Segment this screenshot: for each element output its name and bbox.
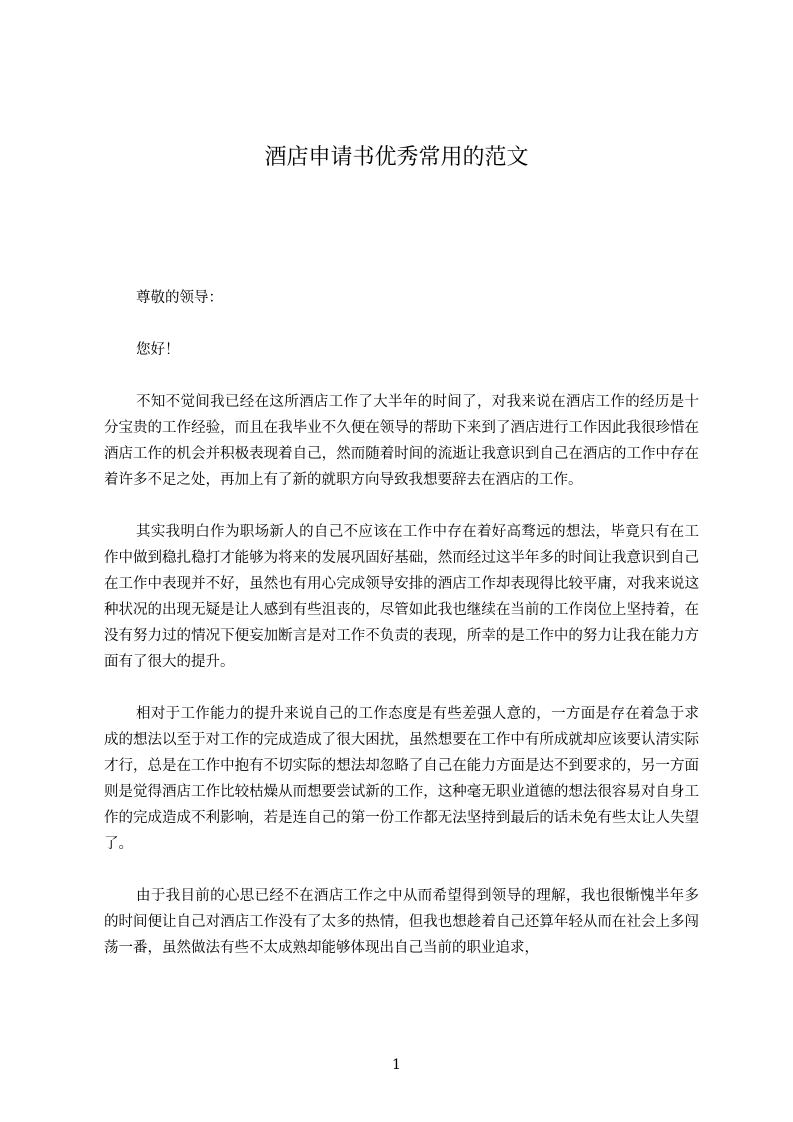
document-body xyxy=(104,285,699,987)
paragraph-3: 相对于工作能力的提升来说自己的工作态度是有些差强人意的，一方面是存在着急于求成的想法以至于对工作的完成造成了很大困扰，虽然想要在工作中有所成就却应该要认清实际才行，总是在工作中抱有不切实际的想法却忽略了自己在能力方面是达不到要求的，另一方面则是觉得酒店工作比较枯燥从而想要尝试新的工作，这种毫无职业道德的想法很容易对自身工作的完成造成不利影响，若是连自己的第一份工作都无法坚持到最后的话未免有些太让人失望了。 xyxy=(104,706,699,852)
salutation: 尊敬的领导： xyxy=(136,290,223,306)
page-number: 1 xyxy=(392,1057,401,1073)
document-title: 酒店申请书优秀常用的范文 xyxy=(264,145,529,170)
paragraph-1: 不知不觉间我已经在这所酒店工作了大半年的时间了，对我来说在酒店工作的经历是十分宝贵的工作经验，而且在我毕业不久便在领导的帮助下来到了酒店进行工作因此我很珍惜在酒店工作的机会并积极表现着自己，然而随着时间的流逝让我意识到自己在酒店的工作中存在着许多不足之处，再加上有了新的就职方向导致我想要辞去在酒店的工作。 xyxy=(104,394,699,488)
paragraph-4: 由于我目前的心思已经不在酒店工作之中从而希望得到领导的理解，我也很惭愧半年多的时间便让自己对酒店工作没有了太多的热情，但我也想趁着自己还算年轻从而在社会上多闯荡一番，虽然做法有些不太成熟却能够体现出自己当前的职业追求， xyxy=(104,888,699,956)
paragraph-2: 其实我明白作为职场新人的自己不应该在工作中存在着好高骛远的想法，毕竟只有在工作中做到稳扎稳打才能够为将来的发展巩固好基础，然而经过这半年多的时间让我意识到自己在工作中表现并不好，虽然也有用心完成领导安排的酒店工作却表现得比较平庸，对我来说这种状况的出现无疑是让人感到有些沮丧的，尽管如此我也继续在当前的工作岗位上坚持着，在没有努力过的情况下便妄加断言是对工作不负责的表现，所幸的是工作中的努力让我在能力方面有了很大的提升。 xyxy=(104,524,699,670)
greeting: 您好！ xyxy=(136,342,180,358)
